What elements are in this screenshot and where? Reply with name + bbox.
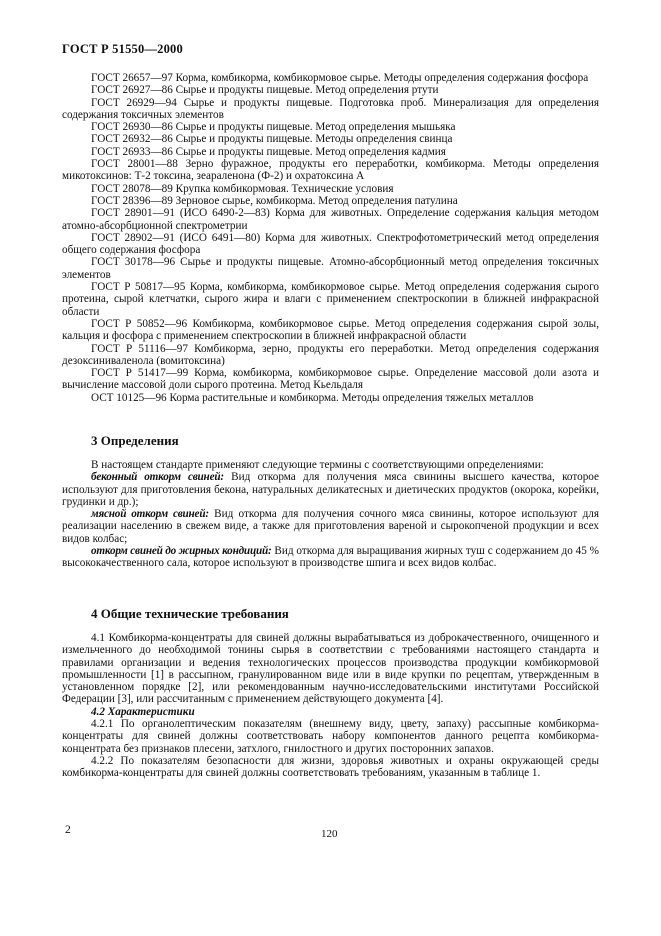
definition-fat-fattening — [62, 545, 599, 570]
reference-item: ГОСТ Р 51417—99 Корма, комбикорма, комбикормовое сырье. Определение массовой доли азота и вычисление массовой доли сырого протеина. Метод Кьельдаля — [62, 367, 599, 392]
section-3-heading: 3 Определения — [91, 433, 179, 448]
reference-item: ГОСТ 26929—94 Сырье и продукты пищевые. Подготовка проб. Минерализация для определения содержания токсичных элементов — [62, 96, 599, 121]
reference-item: ОСТ 10125—96 Корма растительные и комбикорма. Методы определения тяжелых металлов — [91, 391, 534, 404]
reference-item: ГОСТ 28001—88 Зерно фуражное, продукты его переработки, комбикорма. Методы определения микотоксинов: Т-2 токсина, зеараленона (Ф-2) и охратоксина А — [62, 158, 599, 183]
term: мясной откорм свиней: — [91, 508, 209, 521]
reference-item: ГОСТ 30178—96 Сырье и продукты пищевые. Атомно-абсорбционный метод определения токсичных элементов — [62, 256, 599, 281]
reference-item: ГОСТ Р 51116—97 Комбикорма, зерно, продукты его переработки. Метод определения содержания дезоксиниваленола (вомитоксина) — [62, 342, 599, 367]
normative-references — [62, 72, 599, 404]
reference-item: ГОСТ 26932—86 Сырье и продукты пищевые. Методы определения свинца — [91, 133, 453, 146]
sheet-number: 120 — [321, 828, 338, 840]
page-number: 2 — [65, 824, 71, 836]
subsection-4-2-heading: 4.2 Характеристики — [91, 705, 195, 718]
paragraph-4-2-2: 4.2.2 По показателям безопасности для жизни, здоровья животных и охраны окружающей среды комбикорма-концентраты для свиней должны соответствовать требованиям, указанным в таблице 1. — [62, 754, 599, 780]
term-definition: Вид откорма для получения сочного мяса свинины, которое используют для реализации населению в свежем виде, а также для приготовления вареной и сырокопченой продукции и всех видов колбас; — [62, 508, 599, 545]
reference-item: ГОСТ 28901—91 (ИСО 6490-2—83) Корма для животных. Определение содержания кальция методом атомно-абсорбционной спектрометрии — [62, 207, 599, 232]
reference-item: ГОСТ Р 50852—96 Комбикорма, комбикормовое сырье. Метод определения содержания сырой золы, кальция и фосфора с применением спектроскопии в ближней инфракрасной области — [62, 317, 599, 343]
document-header: ГОСТ Р 51550—2000 — [62, 42, 183, 56]
section-3-body — [62, 459, 599, 570]
reference-item: ГОСТ 28078—89 Крупка комбикормовая. Технические условия — [91, 182, 394, 195]
section-4-heading: 4 Общие технические требования — [91, 606, 289, 621]
reference-item: ГОСТ Р 50817—95 Корма, комбикорма, комбикормовое сырье. Метод определения содержания сырого протеина, сырой клетчатки, сырого жира и влаги с применением спектроскопии в ближней инфракрасной области — [62, 281, 599, 318]
definition-meat-fattening — [62, 508, 599, 545]
reference-item: ГОСТ 26930—86 Сырье и продукты пищевые. Метод определения мышьяка — [91, 121, 456, 134]
term-definition: Вид откорма для выращивания жирных туш с содержанием до 45 % высококачественного сала, которое используют в производстве шпига и всех видов колбас. — [62, 545, 600, 570]
definition-bacon-fattening — [62, 471, 599, 508]
term: откорм свиней до жирных кондиций: — [91, 545, 272, 558]
term-definition: Вид откорма для получения мяса свинины высшего качества, которое используют для приготовления бекона, натуральных деликатесных и диетических продуктов (окорока, корейки, грудинки и др.); — [62, 471, 600, 508]
term: беконный откорм свиней: — [91, 471, 224, 484]
reference-item: ГОСТ 28902—91 (ИСО 6491—80) Корма для животных. Спектрофотометрический метод определения общего содержания фосфора — [62, 231, 599, 257]
paragraph-4-1: 4.1 Комбикорма-концентраты для свиней должны вырабатываться из доброкачественного, очищенного и измельченного до необходимой тонины сырья в соответствии с требованиями настоящего стандарта и правилами организации и ведения технологических процессов производства продукции комбикормовой промышленности [1] в рассыпном, гранулированном виде или в виде крупки по рецептам, утвержденным в установленном порядке [2], или рекомендованным научно-исследовательскими институтами Российской Федерации [3], или рассчитанным с применением действующего документа [4]. — [62, 632, 599, 706]
reference-item: ГОСТ 28396—89 Зерновое сырье, комбикорма. Метод определения патулина — [91, 194, 458, 207]
paragraph-4-2-1: 4.2.1 По органолептическим показателям (внешнему виду, цвету, запаху) рассыпные комбикорма-концентраты для свиней должны соответствовать набору компонентов данного рецепта комбикорма-концентрата без признаков плесени, затхлого, гнилостного и других посторонних запахов. — [62, 718, 599, 755]
section-3-intro: В настоящем стандарте применяют следующие термины с соответствующими определениями: — [91, 459, 544, 471]
reference-item: ГОСТ 26933—86 Сырье и продукты пищевые. Метод определения кадмия — [91, 145, 446, 158]
reference-item: ГОСТ 26657—97 Корма, комбикорма, комбикормовое сырье. Методы определения содержания фосфора — [91, 72, 589, 84]
reference-item: ГОСТ 26927—86 Сырье и продукты пищевые. Метод определения ртути — [91, 84, 439, 97]
section-4-body — [62, 632, 599, 780]
